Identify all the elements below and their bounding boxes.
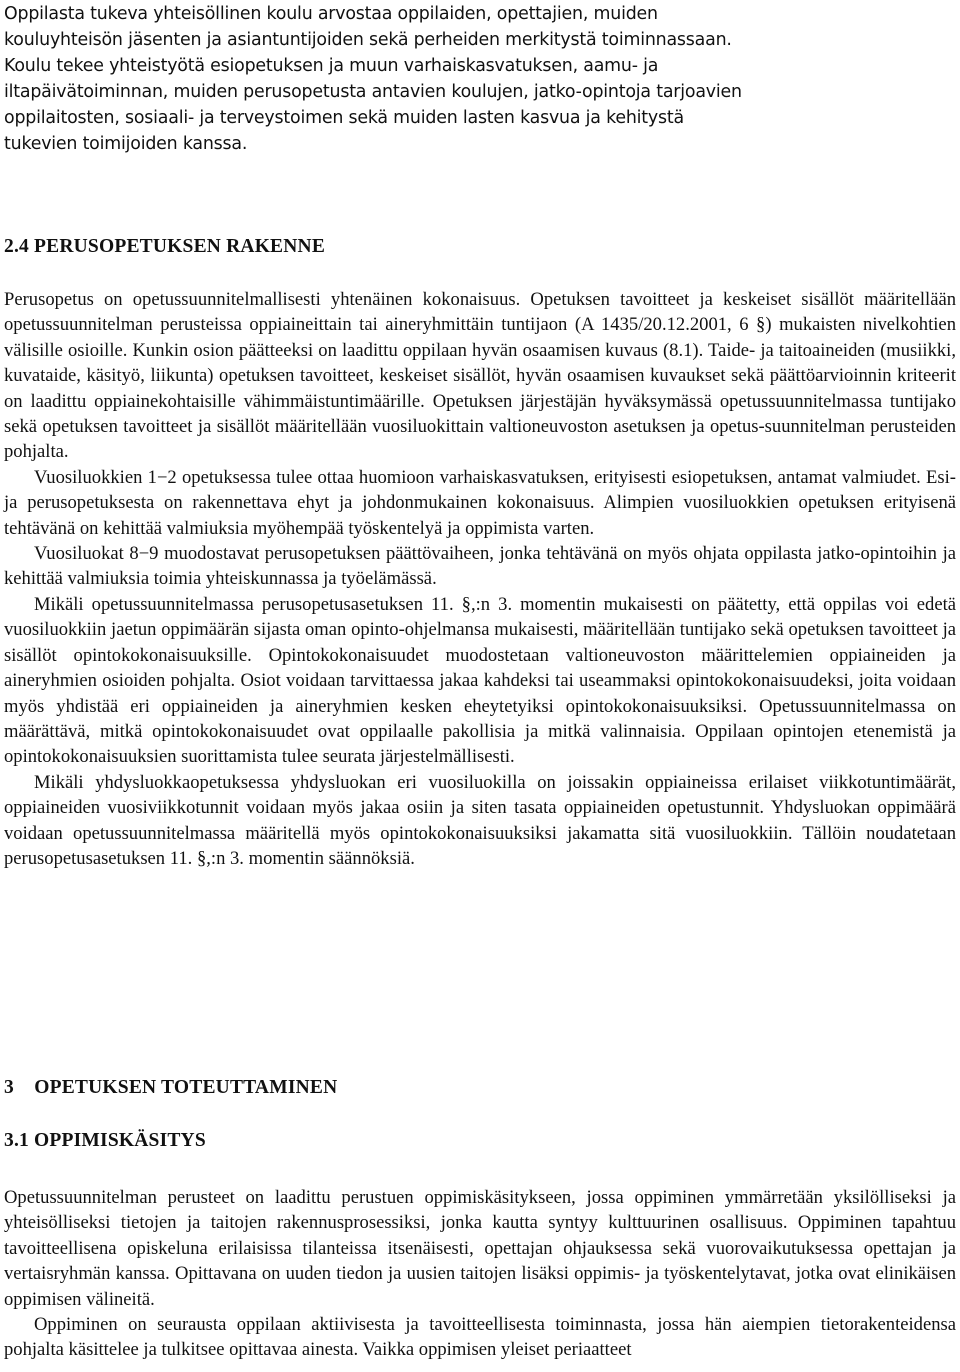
section-2-4-body — [4, 287, 956, 871]
section-3-1-body — [4, 1185, 956, 1363]
section-heading-3: 3 OPETUKSEN TOTEUTTAMINEN — [4, 1077, 338, 1098]
paragraph: Mikäli yhdysluokkaopetuksessa yhdysluokan eri vuosiluokilla on joissakin oppiaineissa erilaiset viikkotuntimäärät, oppiaineiden vuosiviikkotunnit voidaan myös jakaa osiin ja siten tasata oppiaineiden opetustunnit. Yhdysluokan oppimäärä voidaan opetussuunnitelmassa määritellä myös opintokokonaisuuksiksi jakamatta sitä vuosiluokkiin. Tällöin noudatetaan perusopetusasetuksen 11. §,:n 3. momentin säännöksiä. — [4, 771, 956, 869]
section-heading-2-4: 2.4 PERUSOPETUKSEN RAKENNE — [4, 236, 326, 257]
intro-paragraph: Oppilasta tukeva yhteisöllinen koulu arvostaa oppilaiden, opettajien, muiden kouluyhteisön jäsenten ja asiantuntijoiden sekä perheiden merkitystä toiminnassaan. Koulu tekee yhteistyötä esiopetuksen ja muun varhaiskasvatuksen, aamu- ja iltapäivätoiminnan, muiden perusopetusta antavien koulujen, jatko-opintoja tarjoavien oppilaitosten, sosiaali- ja terveystoimen sekä muiden lasten kasvua ja kehitystä tukevien toimijoiden kanssa. — [4, 4, 742, 154]
intro-text — [4, 1, 744, 157]
paragraph: Oppiminen on seurausta oppilaan aktiivisesta ja tavoitteellisesta toiminnasta, jossa hän aiempien tietorakenteidensa pohjalta käsittelee ja tulkitsee opittavaa ainesta. Vaikka oppimisen yleiset periaatteet — [4, 1314, 956, 1361]
paragraph: Mikäli opetussuunnitelmassa perusopetusasetuksen 11. §,:n 3. momentin mukaisesti on päätetty, että oppilas voi edetä vuosiluokkiin jaetun oppimäärän sijasta oman opinto-ohjelmansa mukaisesti, määritellään tuntijako sekä opetuksen tavoitteet ja sisällöt opintokokonaisuuksille. Opintokokonaisuudet muodostetaan valtioneuvoston määrittelemien oppiaineiden ja aineryhmien osioiden pohjalta. Osiot voidaan tarvittaessa jakaa kahdeksi tai useammaksi opintokokonaisuudeksi, joita voidaan myös yhdistää eri oppiaineiden ja aineryhmien kesken eheytetyiksi opintokokonaisuuksiksi. Opetussuunnitelmassa on määrättävä, mitkä opintokokonaisuudet ovat oppilaalle pakollisia ja mitkä valinnaisia. Oppilaan opintojen etenemistä ja opintokokonaisuuksien suorittamista tulee seurata järjestelmällisesti. — [4, 593, 956, 768]
section-heading-3-1: 3.1 OPPIMISKÄSITYS — [4, 1130, 206, 1151]
paragraph: Vuosiluokkien 1−2 opetuksessa tulee ottaa huomioon varhaiskasvatuksen, erityisesti esiopetuksen, antamat valmiudet. Esi- ja perusopetuksesta on rakennettava ehyt ja johdonmukainen kokonaisuus. Alimpien vuosiluokkien opetuksen erityisenä tehtävänä on kehittää valmiuksia myöhempää työskentelyä ja oppimista varten. — [4, 466, 956, 539]
paragraph: Perusopetus on opetussuunnitelmallisesti yhtenäinen kokonaisuus. Opetuksen tavoitteet ja keskeiset sisällöt määritellään opetussuunnitelman perusteissa oppiaineittain tai aineryhmittäin tuntijaon (A 1435/20.12.2001, 6 §) mukaisten nivelkohtien välisille osioille. Kunkin osion päätteeksi on laadittu oppilaan hyvän osaamisen kuvaus (8.1). Taide- ja taitoaineiden (musiikki, kuvataide, käsityö, liikunta) opetuksen tavoitteet, keskeiset sisällöt, hyvän osaamisen kuvaukset sekä päättöarvioinnin kriteerit on laadittu oppiainekohtaisille vähimmäistuntimäärille. Opetuksen järjestäjän hyväksymässä opetussuunnitelmassa tuntijako sekä opetuksen tavoitteet ja sisällöt määritellään vuosiluokittain valtioneuvoston asetuksen ja opetus-suunnitelman perusteiden pohjalta. — [4, 289, 956, 463]
paragraph: Opetussuunnitelman perusteet on laadittu perustuen oppimiskäsitykseen, jossa oppiminen ymmärretään yksilölliseksi ja yhteisölliseksi tietojen ja taitojen rakennusprosessiksi, jonka kautta syntyy kulttuurinen osallisuus. Oppiminen tapahtuu tavoitteellisena opiskeluna erilaisissa tilanteissa itsenäisesti, opettajan ohjauksessa sekä vuorovaikutuksessa opettajan ja vertaisryhmän kanssa. Opittavana on uuden tiedon ja uusien taitojen lisäksi oppimis- ja työskentelytavat, jotka ovat elinikäisen oppimisen välineitä. — [4, 1187, 956, 1310]
paragraph: Vuosiluokat 8−9 muodostavat perusopetuksen päättövaiheen, jonka tehtävänä on myös ohjata oppilasta jatko-opintoihin ja kehittää valmiuksia toimia yhteiskunnassa ja työelämässä. — [4, 543, 956, 590]
